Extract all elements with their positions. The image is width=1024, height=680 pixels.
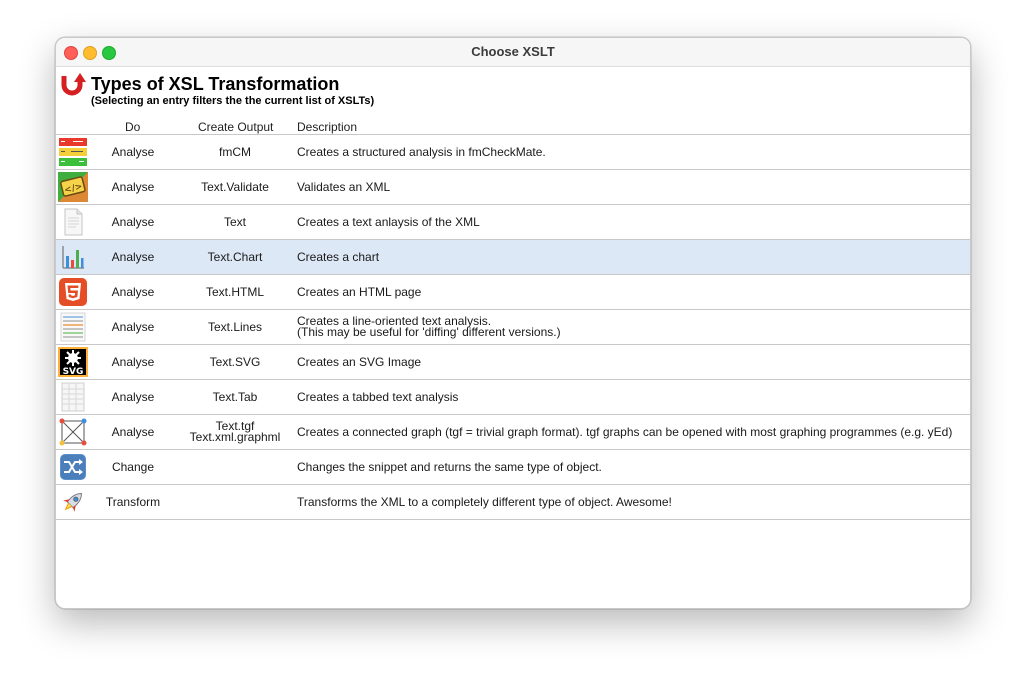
table-row-selected[interactable] — [56, 239, 970, 274]
rocket-icon — [57, 485, 89, 519]
shuffle-icon — [57, 450, 89, 484]
row-action: Analyse — [111, 390, 155, 404]
table-row[interactable] — [56, 484, 970, 520]
row-description: Creates a text anlaysis of the XML — [297, 214, 480, 229]
row-action: Analyse — [111, 145, 155, 159]
row-description: Creates a chart — [297, 249, 380, 264]
row-description: Transforms the XML to a completely different type of object. Awesome! — [297, 494, 672, 509]
row-description: Creates a structured analysis in fmCheckMate. — [297, 144, 546, 159]
row-action: Analyse — [111, 355, 155, 369]
row-action: Analyse — [111, 425, 155, 439]
u-turn-arrow-icon — [60, 70, 86, 98]
row-output: Text.Lines — [207, 319, 263, 334]
row-output: Text.Chart — [207, 249, 263, 264]
column-header-create-output[interactable]: Create Output — [198, 120, 274, 134]
table-row[interactable] — [56, 134, 970, 169]
row-output: Text.tgf Text.xml.graphml — [189, 419, 281, 444]
row-output — [174, 485, 296, 519]
row-description: Creates a tabbed text analysis — [297, 389, 459, 404]
row-output: Text.Tab — [212, 389, 258, 404]
row-description: Creates a connected graph (tgf = trivial graph format). tgf graphs can be opened with most graphing programmes (e.g. yEd) — [297, 424, 953, 439]
row-action: Analyse — [111, 250, 155, 264]
table-row[interactable] — [56, 379, 970, 414]
row-action: Transform — [105, 495, 161, 509]
table-row[interactable] — [56, 449, 970, 484]
row-action: Analyse — [111, 320, 155, 334]
row-output — [174, 450, 296, 484]
row-output: Text.Validate — [201, 179, 269, 194]
row-description: Creates a line-oriented text analysis. (This may be useful for 'diffing' different versions.) — [297, 314, 561, 339]
row-action: Change — [111, 460, 155, 474]
table-row[interactable] — [56, 344, 970, 379]
svg-text:SVG: SVG — [62, 367, 84, 377]
table-row[interactable] — [56, 274, 970, 309]
table-row[interactable] — [56, 309, 970, 344]
xslt-type-table — [56, 134, 970, 520]
bar-chart-icon — [57, 240, 89, 274]
row-output: fmCM — [219, 144, 251, 159]
table-row[interactable] — [56, 204, 970, 239]
svg-logo-icon — [57, 345, 89, 379]
tabbed-text-icon — [57, 380, 89, 414]
table-row[interactable] — [56, 169, 970, 204]
row-description: Creates an SVG Image — [297, 354, 422, 369]
window-title: Choose XSLT — [471, 44, 555, 59]
page-title: Types of XSL Transformation — [91, 74, 340, 94]
checkmate-report-icon — [57, 135, 89, 169]
text-document-icon — [57, 205, 89, 239]
column-header-do[interactable]: Do — [125, 120, 141, 134]
validate-icon — [57, 170, 89, 204]
row-output: Text.SVG — [209, 354, 261, 369]
page-subtitle: (Selecting an entry filters the the current list of XSLTs) — [91, 95, 375, 107]
row-description: Creates an HTML page — [297, 284, 422, 299]
html5-icon — [57, 275, 89, 309]
row-action: Analyse — [111, 180, 155, 194]
row-output: Text.HTML — [205, 284, 264, 299]
row-description: Validates an XML — [297, 179, 391, 194]
table-row[interactable] — [56, 414, 970, 449]
row-description: Changes the snippet and returns the same type of object. — [297, 459, 602, 474]
row-action: Analyse — [111, 215, 155, 229]
column-header-description[interactable]: Description — [297, 120, 358, 134]
title-bar — [56, 38, 970, 67]
lined-text-icon — [57, 310, 89, 344]
graph-icon — [57, 415, 89, 449]
svg-text:</>: </> — [63, 181, 84, 197]
row-action: Analyse — [111, 285, 155, 299]
choose-xslt-window — [55, 37, 971, 609]
row-output: Text — [223, 214, 246, 229]
